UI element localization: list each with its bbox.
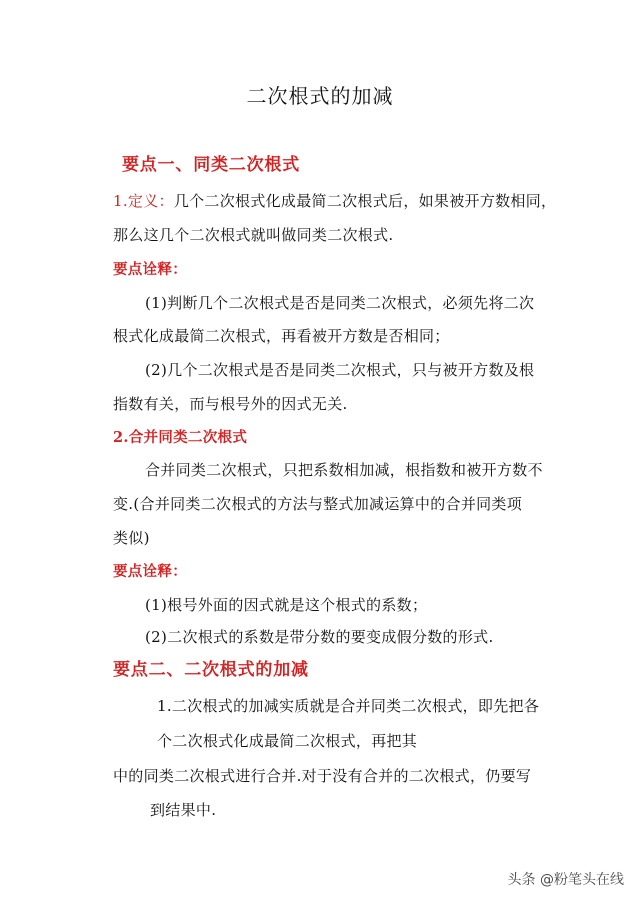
- definition-line-1: [113, 191, 556, 211]
- section2-line-1: 1.二次根式的加减实质就是合并同类二次根式，即先把各: [157, 697, 540, 715]
- note1-paragraph2-line1: (2)几个二次根式是否是同类二次根式，只与被开方数及根: [145, 361, 535, 379]
- merge-line-2: 变.(合并同类二次根式的方法与整式加减运算中的合并同类项: [113, 495, 523, 513]
- document-title: 二次根式的加减: [246, 84, 394, 108]
- section2-line-2: 个二次根式化成最简二次根式，再把其: [157, 732, 418, 750]
- section2-line-3: 中的同类二次根式进行合并.对于没有合并的二次根式，仍要写: [113, 767, 532, 785]
- definition-text: 几个二次根式化成最简二次根式后，如果被开方数相同，: [173, 192, 557, 210]
- note1-label: 要点诠释：: [113, 261, 187, 278]
- note1-paragraph2-line2: 指数有关，而与根号外的因式无关.: [113, 395, 348, 413]
- merge-heading: 2.合并同类二次根式: [113, 429, 248, 446]
- definition-line-2: 那么这几个二次根式就叫做同类二次根式.: [113, 226, 394, 244]
- merge-line-3: 类似): [113, 529, 150, 547]
- note1-paragraph1-line1: (1)判断几个二次根式是否是同类二次根式，必须先将二次: [145, 294, 535, 312]
- note2-paragraph1: (1)根号外面的因式就是这个根式的系数；: [145, 596, 428, 614]
- note1-paragraph1-line2: 根式化成最简二次根式，再看被开方数是否相同；: [113, 327, 450, 345]
- section2-heading: 要点二、二次根式的加减: [113, 660, 309, 680]
- section2-line-4: 到结果中.: [150, 801, 217, 819]
- section1-heading: 要点一、同类二次根式: [122, 155, 300, 175]
- merge-line-1: 合并同类二次根式，只把系数相加减，根指数和被开方数不: [145, 461, 543, 479]
- definition-label: 1.定义：: [113, 192, 174, 210]
- note2-label: 要点诠释：: [113, 563, 187, 580]
- watermark: 头条 @粉笔头在线: [507, 872, 624, 888]
- note2-paragraph2: (2)二次根式的系数是带分数的要变成假分数的形式.: [145, 628, 494, 646]
